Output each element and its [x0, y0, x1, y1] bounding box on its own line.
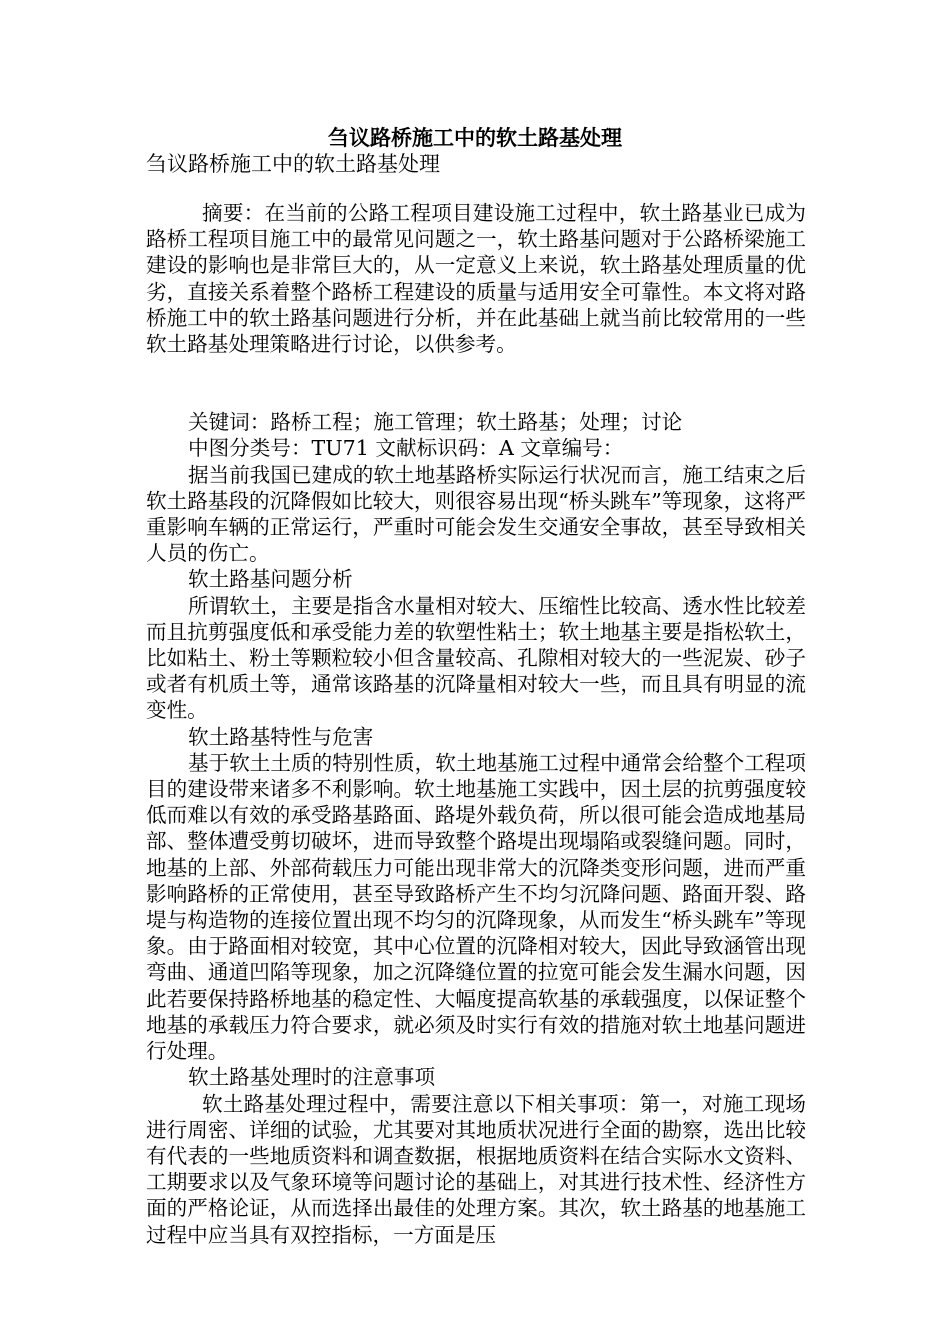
section-heading: 软土路基处理时的注意事项: [188, 1065, 436, 1090]
section-heading: 软土路基问题分析: [188, 567, 353, 592]
document-subtitle: 刍议路桥施工中的软土路基处理: [146, 152, 440, 176]
keywords-line: 关键词：路桥工程；施工管理；软土路基；处理；讨论: [188, 410, 683, 435]
paragraph-spacer: [146, 357, 806, 409]
abstract-paragraph: 摘要：在当前的公路工程项目建设施工过程中，软土路基业已成为路桥工程项目施工中的最常见问题之一，软土路基问题对于公路桥梁施工建设的影响也是非常巨大的，从一定意义上来说，软土路基处理质量的优劣，直接关系着整个路桥工程建设的质量与适用安全可靠性。本文将对路桥施工中的软土路基问题进行分析，并在此基础上就当前比较常用的一些软土路基处理策略进行讨论，以供参考。: [146, 201, 806, 357]
classification-line: 中图分类号：TU71 文献标识码：A 文章编号：: [188, 436, 624, 461]
body-paragraph: 软土路基处理过程中，需要注意以下相关事项：第一，对施工现场进行周密、详细的试验，尤其要对其地质状况进行全面的勘察，选出比较有代表的一些地质资料和调查数据，根据地质资料在结合实际水文资料、工期要求以及气象环境等问题讨论的基础上，对其进行技术性、经济性方面的严格论证，从而选择出最佳的处理方案。其次，软土路基的地基施工过程中应当具有双控指标，一方面是压: [146, 1091, 806, 1247]
document-body: [146, 200, 806, 1248]
body-paragraph: 所谓软土，主要是指含水量相对较大、压缩性比较高、透水性比较差而且抗剪强度低和承受能力差的软塑性粘土；软土地基主要是指松软土，比如粘土、粉土等颗粒较小但含量较高、孔隙相对较大的一些泥炭、砂子或者有机质土等，通常该路基的沉降量相对较大一些，而且具有明显的流变性。: [146, 593, 806, 723]
document-title: 刍议路桥施工中的软土路基处理: [328, 125, 622, 150]
intro-paragraph: 据当前我国已建成的软土地基路桥实际运行状况而言，施工结束之后软土路基段的沉降假如比较大，则很容易出现“桥头跳车”等现象，这将严重影响车辆的正常运行，严重时可能会发生交通安全事故，甚至导致相关人员的伤亡。: [146, 462, 806, 566]
section-heading: 软土路基特性与危害: [188, 724, 374, 749]
body-paragraph: 基于软土土质的特别性质，软土地基施工过程中通常会给整个工程项目的建设带来诸多不利影响。软土地基施工实践中，因土层的抗剪强度较低而难以有效的承受路基路面、路堤外载负荷，所以很可能会造成地基局部、整体遭受剪切破坏，进而导致整个路堤出现塌陷或裂缝问题。同时，地基的上部、外部荷载压力可能出现非常大的沉降类变形问题，进而严重影响路桥的正常使用，甚至导致路桥产生不均匀沉降问题、路面开裂、路堤与构造物的连接位置出现不均匀的沉降现象，从而发生“桥头跳车”等现象。由于路面相对较宽，其中心位置的沉降相对较大，因此导致涵管出现弯曲、通道凹陷等现象，加之沉降缝位置的拉宽可能会发生漏水问题，因此若要保持路桥地基的稳定性、大幅度提高软基的承载强度，以保证整个地基的承载压力符合要求，就必须及时实行有效的措施对软土地基问题进行处理。: [146, 750, 806, 1064]
